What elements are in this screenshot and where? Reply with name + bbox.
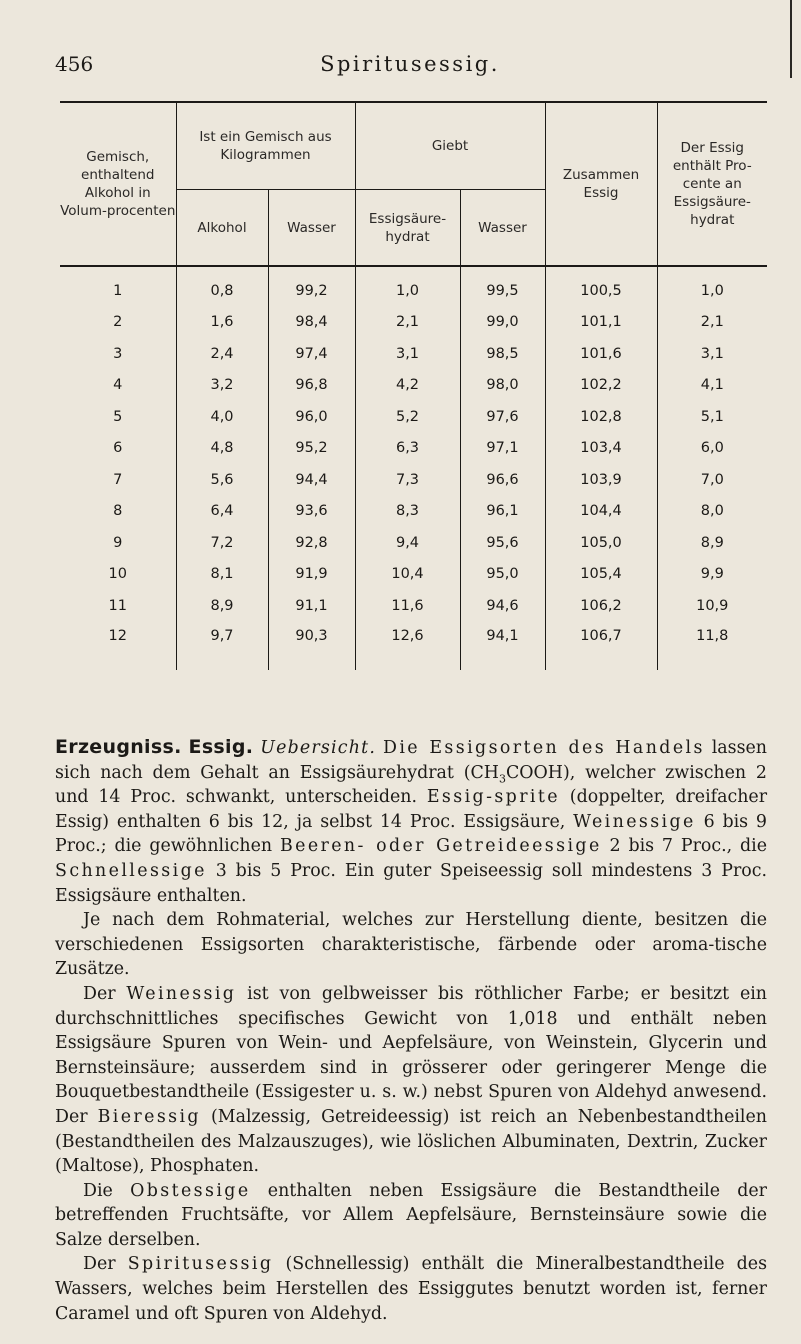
- table-row: [60, 266, 767, 307]
- alcohol-kg-cell: 4,8: [176, 433, 268, 465]
- acid-yield-cell: 11,6: [355, 590, 460, 622]
- row-number-cell: 9: [113, 534, 123, 551]
- water-yield-cell: 98,5: [460, 338, 545, 370]
- acid-percent-cell: 2,1: [657, 307, 767, 339]
- page-edge-line: [790, 0, 792, 78]
- text-run: enthalten neben Essigsäure die Bestandtheile der betreffenden Fruchtsäfte, vor Allem Aepfelsäure, Bernsteinsäure sowie die Salze derselben.: [55, 1180, 767, 1250]
- acid-yield-cell: 8,3: [355, 496, 460, 528]
- table-row: [60, 527, 767, 559]
- total-vinegar-cell: 104,4: [545, 496, 657, 528]
- text-run: (Schnellessig) enthält die Mineralbestandtheile des Wassers, welches beim Herstellen des Essiggutes benutzt worden ist, ferner Caramel und oft Spuren von Aldehyd.: [55, 1254, 767, 1324]
- water-yield-cell: 96,1: [460, 496, 545, 528]
- acid-percent-cell: 4,1: [657, 370, 767, 402]
- water-kg-cell: 90,3: [268, 622, 355, 670]
- header-water-result: Wasser: [460, 190, 545, 267]
- acid-yield-cell: 5,2: [355, 401, 460, 433]
- text-run: ist von gelbweisser bis röthlicher Farbe; er besitzt ein durchschnittliches specifisches Gewicht von 1,018 und enthält neben Essigsäure Spuren von Wein- und Aepfelsäure, von Weinstein, Glycerin und Bernsteinsäure; ausserdem sind in grösserer oder geringerer Menge die Bouquetbestandtheile (Essigester u. s. w.) nebst Spuren von Aldehyd anwesend. Der: [55, 983, 767, 1127]
- water-kg-cell: 91,1: [268, 590, 355, 622]
- emphasis-text: Spiritusessig: [127, 1254, 274, 1275]
- alcohol-kg-cell: 1,6: [176, 307, 268, 339]
- acid-yield-cell: 4,2: [355, 370, 460, 402]
- acid-percent-cell: 11,8: [657, 622, 767, 670]
- running-title: Spiritusessig.: [320, 52, 500, 76]
- alcohol-kg-cell: 3,2: [176, 370, 268, 402]
- water-yield-cell: 99,5: [460, 266, 545, 307]
- row-number-cell: 2: [113, 314, 123, 331]
- table-row: [60, 622, 767, 670]
- paragraph-spirit-vinegar: [55, 1252, 767, 1326]
- vinegar-mixture-table: [60, 101, 767, 670]
- alcohol-kg-cell: 6,4: [176, 496, 268, 528]
- alcohol-kg-cell: 2,4: [176, 338, 268, 370]
- acid-percent-cell: 10,9: [657, 590, 767, 622]
- alcohol-kg-cell: 0,8: [176, 266, 268, 307]
- text-run: Die: [83, 1180, 131, 1201]
- emphasis-text: Bieressig: [97, 1106, 201, 1127]
- table-row: [60, 370, 767, 402]
- water-kg-cell: 97,4: [268, 338, 355, 370]
- water-kg-cell: 96,0: [268, 401, 355, 433]
- table-row: [60, 307, 767, 339]
- row-number-cell: 10: [108, 566, 127, 583]
- alcohol-kg-cell: 5,6: [176, 464, 268, 496]
- water-yield-cell: 95,0: [460, 559, 545, 591]
- paragraph-wine-vinegar: [55, 982, 767, 1179]
- total-vinegar-cell: 102,8: [545, 401, 657, 433]
- total-vinegar-cell: 102,2: [545, 370, 657, 402]
- total-vinegar-cell: 106,2: [545, 590, 657, 622]
- acid-yield-cell: 7,3: [355, 464, 460, 496]
- header-alcohol-percent: Gemisch, enthaltend Alkohol in Volum-procenten: [60, 102, 176, 266]
- page-number: 456: [55, 52, 94, 76]
- paragraph-additives: Je nach dem Rohmaterial, welches zur Herstellung diente, besitzen die verschiedenen Essigsorten charakteristische, färbende oder aroma-tische Zusätze.: [55, 910, 767, 980]
- paragraph-overview: [55, 735, 767, 908]
- total-vinegar-cell: 105,0: [545, 527, 657, 559]
- water-kg-cell: 98,4: [268, 307, 355, 339]
- water-kg-cell: 99,2: [268, 266, 355, 307]
- acid-yield-cell: 12,6: [355, 622, 460, 670]
- body-text: [55, 735, 767, 1326]
- water-yield-cell: 94,6: [460, 590, 545, 622]
- row-number-cell: 6: [113, 440, 123, 457]
- water-yield-cell: 94,1: [460, 622, 545, 670]
- table-row: [60, 401, 767, 433]
- page-header: [55, 52, 765, 88]
- water-yield-cell: 97,1: [460, 433, 545, 465]
- text-run: 2 bis 7 Proc., die: [601, 836, 768, 857]
- acid-percent-cell: 1,0: [657, 266, 767, 307]
- paragraph-fruit-vinegar: [55, 1179, 767, 1253]
- table-body: [60, 266, 767, 670]
- alcohol-kg-cell: 8,9: [176, 590, 268, 622]
- row-number-cell: 3: [113, 345, 123, 362]
- emphasis-text: Weinessige: [573, 811, 696, 832]
- subscript: 3: [498, 772, 506, 786]
- water-kg-cell: 93,6: [268, 496, 355, 528]
- table-row: [60, 559, 767, 591]
- text-run: 6 bis 9 Proc.; die gewöhnlichen: [55, 811, 767, 857]
- table-row: [60, 496, 767, 528]
- acid-yield-cell: 9,4: [355, 527, 460, 559]
- emphasis-text: Essig-sprite: [426, 787, 560, 808]
- water-yield-cell: 97,6: [460, 401, 545, 433]
- text-run: Der: [83, 1254, 128, 1275]
- text-run: (Malzessig, Getreideessig) ist reich an Nebenbestandtheilen (Bestandtheilen des Malzauszuges), wie löslichen Albuminaten, Dextrin, Zucker (Maltose), Phosphaten.: [55, 1106, 767, 1177]
- alcohol-kg-cell: 4,0: [176, 401, 268, 433]
- row-number-cell: 8: [113, 503, 123, 520]
- alcohol-kg-cell: 7,2: [176, 527, 268, 559]
- acid-percent-cell: 3,1: [657, 338, 767, 370]
- alcohol-kg-cell: 9,7: [176, 622, 268, 670]
- subsection-title: Uebersicht.: [260, 738, 377, 758]
- table-row: [60, 433, 767, 465]
- emphasis-text: Beeren- oder Getreideessige: [279, 836, 602, 857]
- text-run: 3 bis 5 Proc. Ein guter Speiseessig soll mindestens 3 Proc. Essigsäure enthalten.: [55, 860, 767, 906]
- total-vinegar-cell: 106,7: [545, 622, 657, 670]
- acid-yield-cell: 2,1: [355, 307, 460, 339]
- table-row: [60, 464, 767, 496]
- table-row: [60, 590, 767, 622]
- row-number-cell: 4: [113, 377, 123, 394]
- emphasis-text: Weinessig: [126, 983, 237, 1004]
- header-alcohol: Alkohol: [176, 190, 268, 267]
- row-number-cell: 5: [113, 408, 123, 425]
- header-water: Wasser: [268, 190, 355, 267]
- text-run: (doppelter, dreifacher Essig) enthalten 6 bis 12, ja selbst 14 Proc. Essigsäure,: [55, 787, 768, 832]
- total-vinegar-cell: 103,4: [545, 433, 657, 465]
- text-run: lassen sich nach dem Gehalt an Essigsäurehydrat (CH: [55, 738, 768, 783]
- acid-percent-cell: 5,1: [657, 401, 767, 433]
- acid-yield-cell: 6,3: [355, 433, 460, 465]
- alcohol-kg-cell: 8,1: [176, 559, 268, 591]
- header-acid-percent: Der Essig enthält Pro-cente an Essigsäure-hydrat: [657, 102, 767, 266]
- water-kg-cell: 92,8: [268, 527, 355, 559]
- water-kg-cell: 94,4: [268, 464, 355, 496]
- water-kg-cell: 91,9: [268, 559, 355, 591]
- water-yield-cell: 96,6: [460, 464, 545, 496]
- text-run: COOH), welcher zwischen 2 und 14 Proc. schwankt, unterscheiden.: [55, 762, 767, 808]
- acid-percent-cell: 8,9: [657, 527, 767, 559]
- water-kg-cell: 96,8: [268, 370, 355, 402]
- acid-percent-cell: 7,0: [657, 464, 767, 496]
- header-yields-group: Giebt: [355, 102, 545, 190]
- acid-yield-cell: 1,0: [355, 266, 460, 307]
- row-number-cell: 12: [108, 627, 127, 644]
- total-vinegar-cell: 101,1: [545, 307, 657, 339]
- water-yield-cell: 98,0: [460, 370, 545, 402]
- water-yield-cell: 95,6: [460, 527, 545, 559]
- acid-percent-cell: 6,0: [657, 433, 767, 465]
- section-heading: Erzeugniss.: [55, 736, 182, 758]
- total-vinegar-cell: 100,5: [545, 266, 657, 307]
- acid-yield-cell: 3,1: [355, 338, 460, 370]
- header-mixture-group: Ist ein Gemisch aus Kilogrammen: [176, 102, 355, 190]
- text-run: Der: [83, 983, 127, 1004]
- header-acetic-acid: Essigsäure-hydrat: [355, 190, 460, 267]
- row-number-cell: 1: [113, 282, 123, 299]
- total-vinegar-cell: 103,9: [545, 464, 657, 496]
- emphasis-text: Die Essigsorten des Handels: [383, 738, 705, 758]
- acid-percent-cell: 9,9: [657, 559, 767, 591]
- total-vinegar-cell: 105,4: [545, 559, 657, 591]
- emphasis-text: Obstessige: [130, 1180, 251, 1201]
- emphasis-text: Schnellessige: [55, 860, 207, 881]
- total-vinegar-cell: 101,6: [545, 338, 657, 370]
- water-yield-cell: 99,0: [460, 307, 545, 339]
- acid-percent-cell: 8,0: [657, 496, 767, 528]
- subsection-heading: Essig.: [188, 736, 254, 758]
- header-total-vinegar: Zusammen Essig: [545, 102, 657, 266]
- water-kg-cell: 95,2: [268, 433, 355, 465]
- row-number-cell: 7: [113, 471, 123, 488]
- row-number-cell: 11: [108, 597, 127, 614]
- acid-yield-cell: 10,4: [355, 559, 460, 591]
- table-row: [60, 338, 767, 370]
